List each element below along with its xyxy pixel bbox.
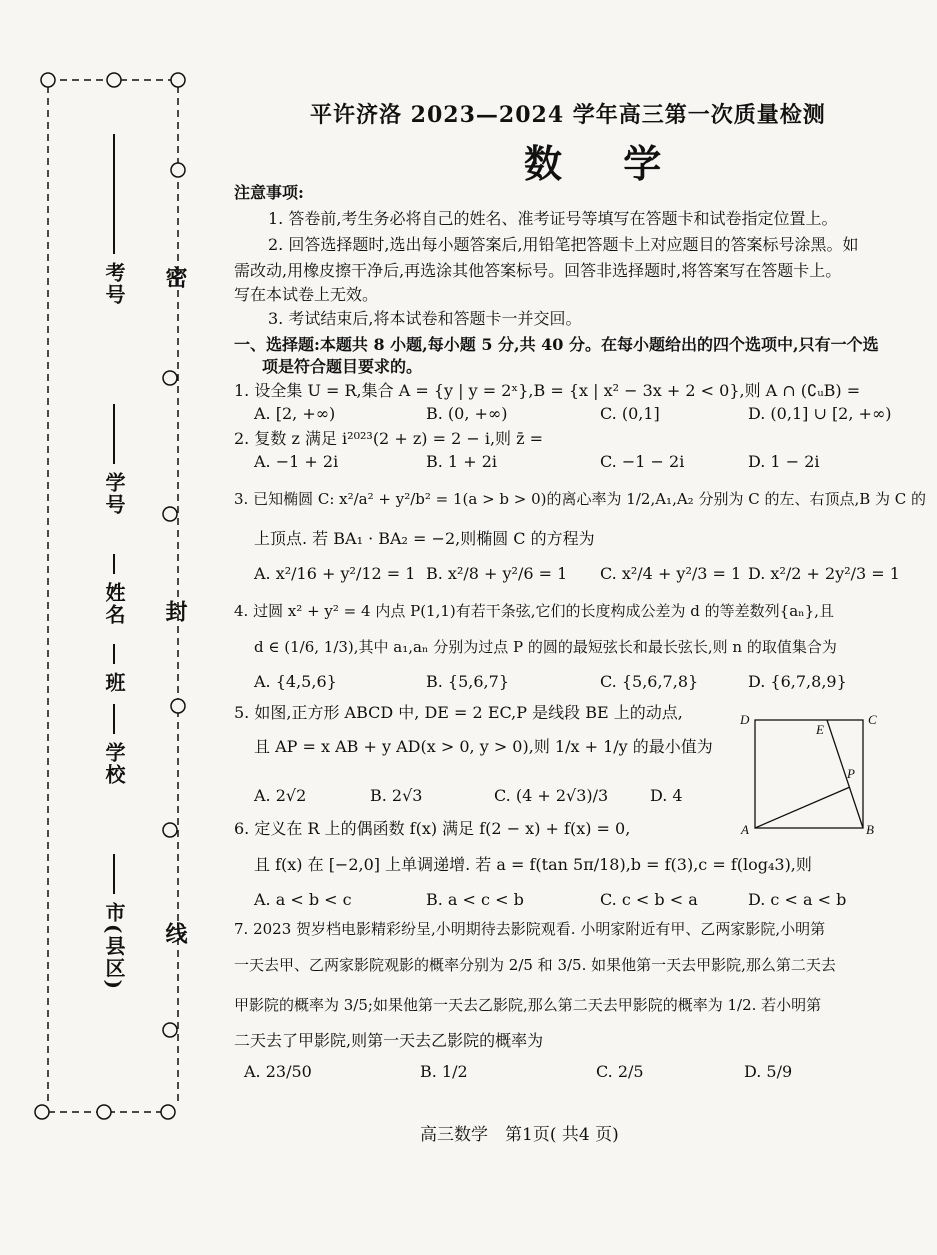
binding-strip — [28, 66, 200, 1126]
q2-option-d: D. 1 − 2i — [748, 452, 820, 471]
q5-option-c: C. (4 + 2√3)/3 — [494, 786, 609, 805]
q3-option-b: B. x²/8 + y²/6 = 1 — [426, 564, 568, 583]
question-4-stem-line2: d ∈ (1/6, 1/3),其中 a₁,aₙ 分别为过点 P 的圆的最短弦长和最长弦长,则 n 的取值集合为 — [254, 638, 837, 656]
field-school: 学校 — [100, 696, 129, 786]
q4-option-a: A. {4,5,6} — [254, 672, 337, 691]
question-3-stem-line1: 3. 已知椭圆 C: x²/a² + y²/b² = 1(a > b > 0)的离心率为 1/2,A₁,A₂ 分别为 C 的左、右顶点,B 为 C 的 — [234, 490, 927, 508]
q3-option-a: A. x²/16 + y²/12 = 1 — [254, 564, 416, 583]
notice-item: 需改动,用橡皮擦干净后,再选涂其他答案标号。回答非选择题时,将答案写在答题卡上。 — [234, 261, 842, 280]
q7-option-d: D. 5/9 — [744, 1062, 793, 1081]
q2-option-a: A. −1 + 2i — [254, 452, 339, 471]
q3-option-c: C. x²/4 + y²/3 = 1 — [600, 564, 742, 583]
notice-item: 1. 答卷前,考生务必将自己的姓名、准考证号等填写在答题卡和试卷指定位置上。 — [268, 209, 838, 228]
square-abcd-figure — [740, 712, 890, 840]
question-5-stem-line2: 且 AP = x AB + y AD(x > 0, y > 0),则 1/x + 1/y 的最小值为 — [254, 737, 713, 756]
exam-title: 平许济洛 2023—2024 学年高三第一次质量检测 — [310, 102, 826, 128]
q6-option-b: B. a < c < b — [426, 890, 524, 909]
exam-subject: 数 学 — [524, 141, 686, 186]
q6-option-d: D. c < a < b — [748, 890, 847, 909]
notice-item: 2. 回答选择题时,选出每小题答案后,用铅笔把答题卡上对应题目的答案标号涂黑。如 — [268, 235, 859, 254]
question-6-stem-line2: 且 f(x) 在 [−2,0] 上单调递增. 若 a = f(tan 5π/18),b = f(3),c = f(log₄3),则 — [254, 855, 812, 874]
seal-mark-feng: 封 — [162, 600, 188, 622]
q5-option-a: A. 2√2 — [254, 786, 307, 805]
q7-option-a: A. 23/50 — [244, 1062, 312, 1081]
question-3-stem-line2: 上顶点. 若 BA₁ · BA₂ = −2,则椭圆 C 的方程为 — [254, 529, 595, 548]
question-7-stem-line1: 7. 2023 贺岁档电影精彩纷呈,小明期待去影院观看. 小明家附近有甲、乙两家影院,小明第 — [234, 920, 826, 938]
figure-label-p: P — [847, 766, 855, 781]
q4-option-d: D. {6,7,8,9} — [748, 672, 847, 691]
section-heading-cont: 项是符合题目要求的。 — [262, 357, 423, 376]
question-1-stem: 1. 设全集 U = R,集合 A = {y | y = 2ˣ},B = {x | x² − 3x + 2 < 0},则 A ∩ (∁ᵤB) = — [234, 381, 861, 400]
figure-label-b: B — [866, 822, 874, 837]
q6-option-c: C. c < b < a — [600, 890, 698, 909]
question-7-stem-line3: 甲影院的概率为 3/5;如果他第一天去乙影院,那么第二天去甲影院的概率为 1/2. 若小明第 — [234, 996, 822, 1014]
notice-item: 写在本试卷上无效。 — [234, 285, 379, 304]
field-student-id: 学号 — [100, 396, 129, 516]
seal-mark-mi: 密 — [162, 266, 188, 288]
q2-option-c: C. −1 − 2i — [600, 452, 685, 471]
question-2-stem: 2. 复数 z 满足 i²⁰²³(2 + z) = 2 − i,则 z̄ = — [234, 429, 544, 448]
field-name: 姓名 — [100, 546, 129, 626]
question-4-stem-line1: 4. 过圆 x² + y² = 4 内点 P(1,1)有若干条弦,它们的长度构成公差为 d 的等差数列{aₙ},且 — [234, 602, 834, 620]
q1-option-b: B. (0, +∞) — [426, 404, 508, 423]
q1-option-c: C. (0,1] — [600, 404, 660, 423]
notice-item: 3. 考试结束后,将本试卷和答题卡一并交回。 — [268, 309, 582, 328]
q2-option-b: B. 1 + 2i — [426, 452, 497, 471]
q5-option-b: B. 2√3 — [370, 786, 423, 805]
q6-option-a: A. a < b < c — [254, 890, 352, 909]
figure-label-a: A — [741, 822, 749, 837]
q4-option-b: B. {5,6,7} — [426, 672, 509, 691]
figure-label-e: E — [816, 722, 824, 737]
q1-option-a: A. [2, +∞) — [254, 404, 336, 423]
seal-mark-xian: 线 — [162, 922, 188, 944]
question-7-stem-line4: 二天去了甲影院,则第一天去乙影院的概率为 — [234, 1031, 544, 1050]
field-exam-number: 考号 — [100, 126, 129, 306]
question-5-stem-line1: 5. 如图,正方形 ABCD 中, DE = 2 EC,P 是线段 BE 上的动点, — [234, 703, 683, 722]
figure-label-d: D — [740, 712, 750, 727]
q5-option-d: D. 4 — [650, 786, 683, 805]
q3-option-d: D. x²/2 + 2y²/3 = 1 — [748, 564, 900, 583]
figure-label-c: C — [868, 712, 877, 727]
notice-heading: 注意事项: — [234, 183, 304, 202]
question-6-stem-line1: 6. 定义在 R 上的偶函数 f(x) 满足 f(2 − x) + f(x) = 0, — [234, 819, 631, 838]
field-city-county: 市(县区) — [100, 846, 129, 991]
q7-option-c: C. 2/5 — [596, 1062, 644, 1081]
q1-option-d: D. (0,1] ∪ [2, +∞) — [748, 404, 892, 423]
page-footer: 高三数学 第1页( 共4 页) — [420, 1125, 619, 1145]
q4-option-c: C. {5,6,7,8} — [600, 672, 699, 691]
question-7-stem-line2: 一天去甲、乙两家影院观影的概率分别为 2/5 和 3/5. 如果他第一天去甲影院,那么第二天去 — [234, 956, 836, 974]
field-class: 班 — [100, 636, 129, 694]
section-heading: 一、选择题:本题共 8 小题,每小题 5 分,共 40 分。在每小题给出的四个选项中,只有一个选 — [234, 335, 879, 354]
q7-option-b: B. 1/2 — [420, 1062, 468, 1081]
